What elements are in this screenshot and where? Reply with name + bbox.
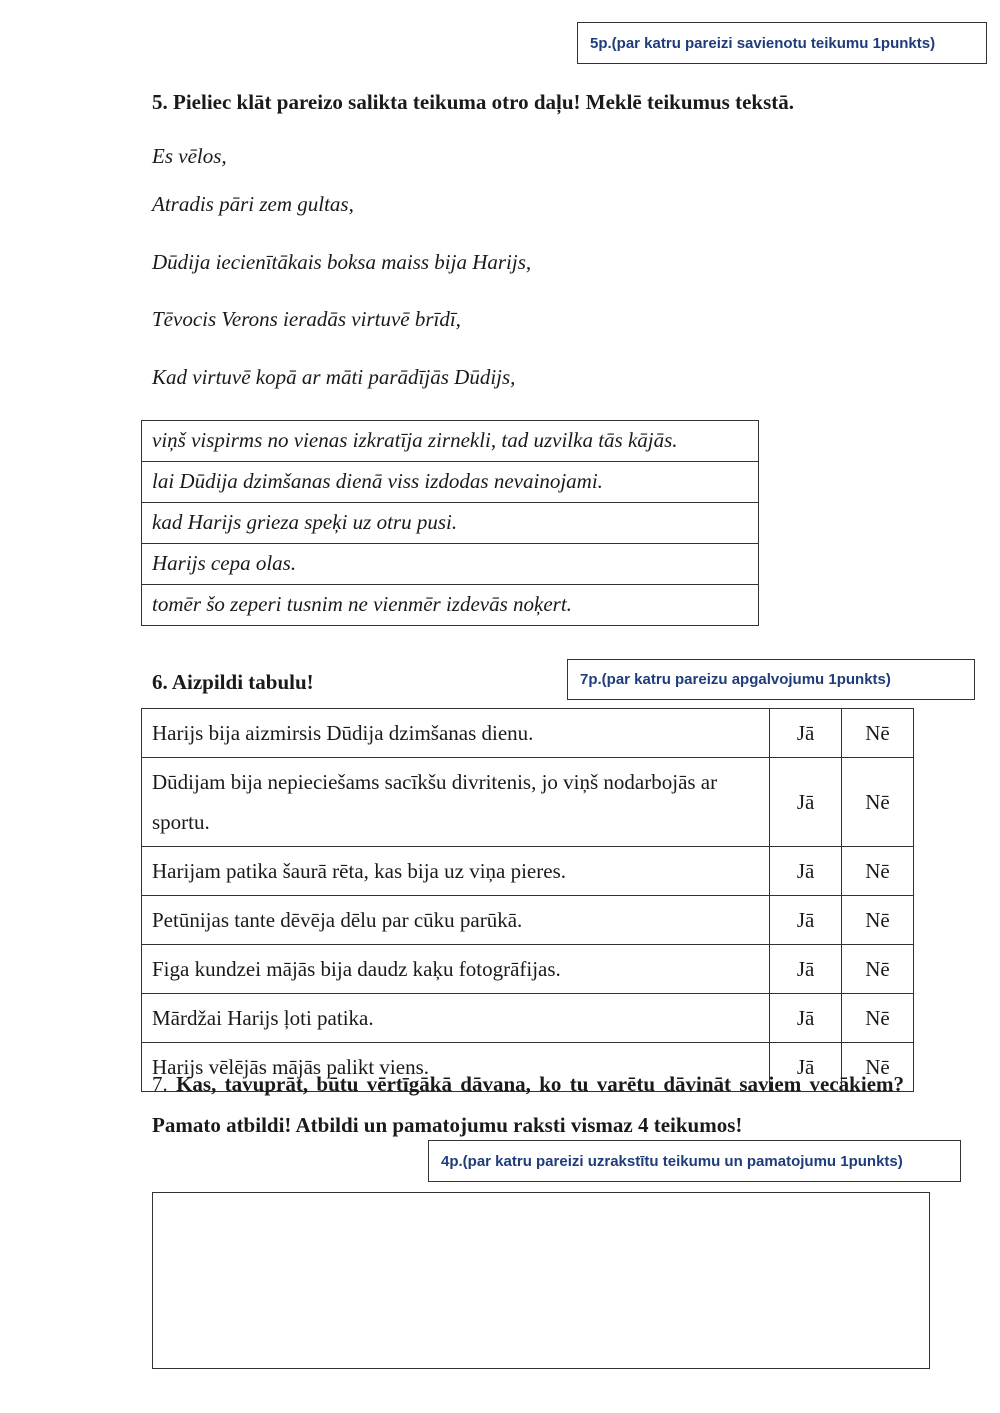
yes-option[interactable]: Jā: [770, 847, 842, 896]
statement: Harijs vēlējās mājās palikt viens.: [142, 1043, 770, 1092]
sentence-ending[interactable]: Harijs cepa olas.: [142, 544, 759, 585]
sentence-start-4: Tēvocis Verons ieradās virtuvē brīdī,: [152, 307, 461, 331]
task7-question: [152, 1064, 904, 1146]
yes-option[interactable]: Jā: [770, 709, 842, 758]
sentence-ending[interactable]: lai Dūdija dzimšanas dienā viss izdodas nevainojami.: [142, 462, 759, 503]
statement: Harijam patika šaurā rēta, kas bija uz viņa pieres.: [142, 847, 770, 896]
sentence-start-1: Es vēlos,: [152, 144, 227, 168]
no-option[interactable]: Nē: [842, 758, 914, 847]
table-row: [142, 709, 914, 758]
answer-box[interactable]: [152, 1192, 930, 1369]
table-row: [142, 503, 759, 544]
task6-heading: 6. Aizpildi tabulu!: [152, 670, 314, 694]
table-row: [142, 896, 914, 945]
sentence-start-2: Atradis pāri zem gultas,: [152, 192, 354, 216]
sentence-ending[interactable]: viņš vispirms no vienas izkratīja zirnekli, tad uzvilka tās kājās.: [142, 421, 759, 462]
task7-points-box: [428, 1140, 961, 1182]
no-option[interactable]: Nē: [842, 994, 914, 1043]
sentence-start-5: Kad virtuvē kopā ar māti parādījās Dūdijs,: [152, 365, 516, 389]
no-option[interactable]: Nē: [842, 1043, 914, 1092]
yes-option[interactable]: Jā: [770, 896, 842, 945]
sentence-ending[interactable]: kad Harijs grieza speķi uz otru pusi.: [142, 503, 759, 544]
task7-question-text: Kas, tavuprāt, būtu vērtīgākā dāvana, ko tu varētu dāvināt saviem vecākiem? Pamato atbildi! Atbildi un pamatojumu raksti vismaz 4 teikumos!: [152, 1072, 905, 1137]
yes-option[interactable]: Jā: [770, 945, 842, 994]
task5-points-label: 5p.(par katru pareizi savienotu teikumu 1punkts): [590, 34, 936, 52]
task6-points-label: 7p.(par katru pareizu apgalvojumu 1punkts): [580, 671, 891, 688]
task5-points-box: [577, 22, 987, 64]
task7-number: 7.: [152, 1072, 168, 1096]
statement: Petūnijas tante dēvēja dēlu par cūku parūkā.: [142, 896, 770, 945]
statement: Harijs bija aizmirsis Dūdija dzimšanas dienu.: [142, 709, 770, 758]
sentence-endings-table: [141, 420, 759, 626]
no-option[interactable]: Nē: [842, 847, 914, 896]
statement: Dūdijam bija nepieciešams sacīkšu divritenis, jo viņš nodarbojās ar sportu.: [142, 758, 770, 847]
table-row: [142, 945, 914, 994]
table-row: [142, 585, 759, 626]
task6-points-box: [567, 659, 975, 700]
task7-points-label: 4p.(par katru pareizi uzrakstītu teikumu un pamatojumu 1punkts): [441, 1152, 903, 1170]
sentence-start-3: Dūdija iecienītākais boksa maiss bija Harijs,: [152, 250, 532, 274]
yes-option[interactable]: Jā: [770, 994, 842, 1043]
table-row: [142, 847, 914, 896]
true-false-table: [141, 708, 914, 1092]
table-row: [142, 994, 914, 1043]
sentence-ending[interactable]: tomēr šo zeperi tusnim ne vienmēr izdevās noķert.: [142, 585, 759, 626]
no-option[interactable]: Nē: [842, 709, 914, 758]
table-row: [142, 758, 914, 847]
no-option[interactable]: Nē: [842, 896, 914, 945]
task5-heading: 5. Pieliec klāt pareizo salikta teikuma otro daļu! Meklē teikumus tekstā.: [152, 90, 795, 114]
statement: Figa kundzei mājās bija daudz kaķu fotogrāfijas.: [142, 945, 770, 994]
yes-option[interactable]: Jā: [770, 758, 842, 847]
table-row: [142, 462, 759, 503]
yes-option[interactable]: Jā: [770, 1043, 842, 1092]
table-row: [142, 544, 759, 585]
no-option[interactable]: Nē: [842, 945, 914, 994]
statement: Mārdžai Harijs ļoti patika.: [142, 994, 770, 1043]
table-row: [142, 421, 759, 462]
